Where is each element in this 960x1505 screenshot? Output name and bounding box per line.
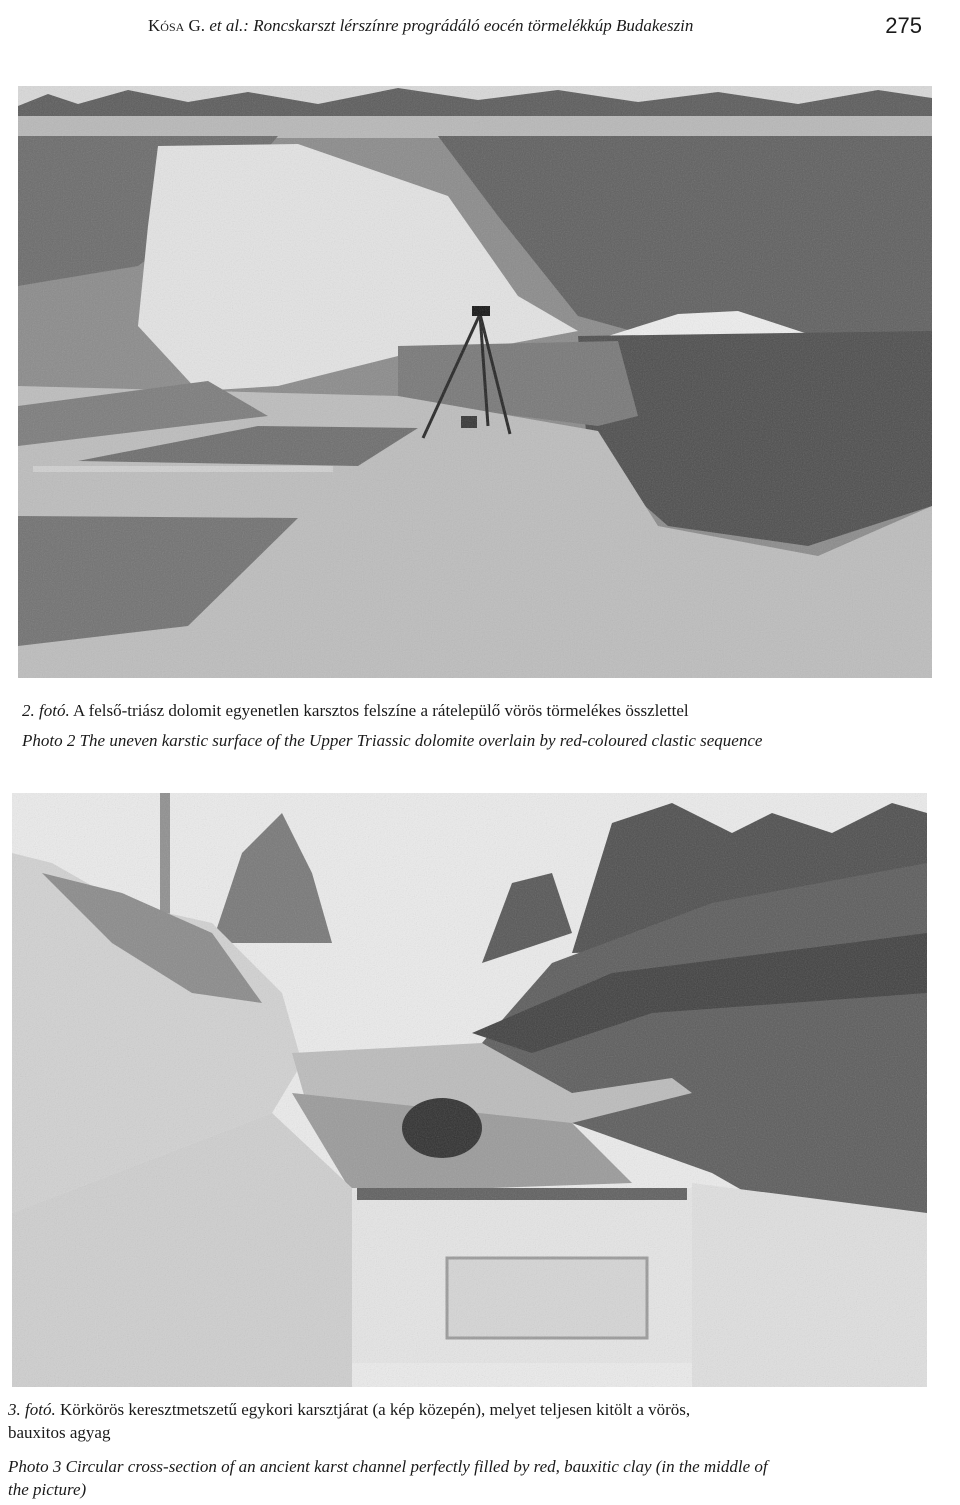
photo-2 — [18, 86, 932, 678]
photo-2-caption-en: Photo 2 The uneven karstic surface of the Upper Triassic dolomite overlain by red-coloured clastic sequence — [22, 731, 763, 750]
header-title — [148, 16, 693, 36]
photo-3-caption-number: 3. fotó. — [8, 1400, 56, 1419]
photo-3-caption-hu — [8, 1400, 690, 1420]
header-author: Kósa G. — [148, 16, 206, 35]
photo-2-caption-number: 2. fotó. — [22, 701, 70, 720]
page-number: 275 — [885, 13, 922, 38]
photo-3-caption-en-line2: the picture) — [8, 1480, 87, 1499]
photo-2-caption-hu — [22, 701, 689, 721]
header-title-text: et al.: Roncskarszt lérszínre prográdáló eocén törmelékkúp Budakeszin — [205, 16, 694, 35]
photo-2-caption-hu-text: A felső-triász dolomit egyenetlen karsztos felszíne a rátelepülő vörös törmelékes összlettel — [69, 701, 689, 720]
photo-3-caption-hu-line2: bauxitos agyag — [8, 1423, 111, 1442]
photo-3-caption-en-line1: Photo 3 Circular cross-section of an ancient karst channel perfectly filled by red, bauxitic clay (in the middle of — [8, 1457, 768, 1476]
photo-3 — [12, 793, 927, 1387]
photo-3-caption-hu-line1: Körkörös keresztmetszetű egykori karsztjárat (a kép közepén), melyet teljesen kitölt a vörös, — [55, 1400, 691, 1419]
